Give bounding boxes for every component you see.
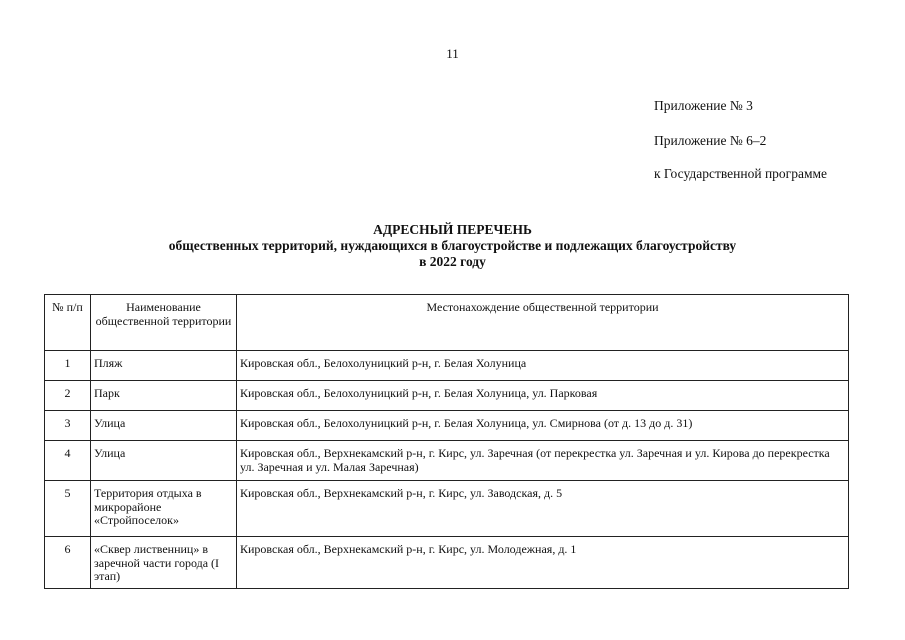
row-num: 6 xyxy=(45,537,91,589)
row-name: Территория отдыха в микрорайоне «Стройпоселок» xyxy=(91,481,237,537)
address-list-table xyxy=(44,294,849,589)
document-title xyxy=(0,222,905,270)
row-location: Кировская обл., Белохолуницкий р-н, г. Белая Холуница, ул. Парковая xyxy=(237,381,849,411)
header-num: № п/п xyxy=(45,295,91,351)
table-row xyxy=(45,537,849,589)
title-line-2: общественных территорий, нуждающихся в благоустройстве и подлежащих благоустройству xyxy=(168,238,737,253)
header-location: Местонахождение общественной территории xyxy=(237,295,849,351)
row-num: 2 xyxy=(45,381,91,411)
table-row xyxy=(45,481,849,537)
appendix-line-2: Приложение № 6–2 xyxy=(654,133,767,148)
row-location: Кировская обл., Верхнекамский р-н, г. Кирс, ул. Заречная (от перекрестка ул. Заречная и ул. Кирова до перекрестка ул. Заречная и ул. Малая Заречная) xyxy=(237,441,849,481)
title-line-3: в 2022 году xyxy=(419,254,486,269)
row-name: Улица xyxy=(91,411,237,441)
row-num: 1 xyxy=(45,351,91,381)
row-location: Кировская обл., Верхнекамский р-н, г. Кирс, ул. Заводская, д. 5 xyxy=(237,481,849,537)
row-num: 5 xyxy=(45,481,91,537)
row-name: Парк xyxy=(91,381,237,411)
title-line-1: АДРЕСНЫЙ ПЕРЕЧЕНЬ xyxy=(373,222,532,237)
appendix-line-1: Приложение № 3 xyxy=(654,98,753,113)
page-number: 11 xyxy=(446,46,459,61)
table-row xyxy=(45,411,849,441)
row-num: 3 xyxy=(45,411,91,441)
row-location: Кировская обл., Белохолуницкий р-н, г. Белая Холуница xyxy=(237,351,849,381)
table-row xyxy=(45,441,849,481)
header-name: Наименование общественной территории xyxy=(91,295,237,351)
appendix-line-3: к Государственной программе xyxy=(654,166,828,181)
row-location: Кировская обл., Белохолуницкий р-н, г. Белая Холуница, ул. Смирнова (от д. 13 до д. 31) xyxy=(237,411,849,441)
row-name: «Сквер лиственниц» в заречной части города (I этап) xyxy=(91,537,237,589)
row-location: Кировская обл., Верхнекамский р-н, г. Кирс, ул. Молодежная, д. 1 xyxy=(237,537,849,589)
table-header-row xyxy=(45,295,849,351)
table-row xyxy=(45,351,849,381)
row-name: Улица xyxy=(91,441,237,481)
row-num: 4 xyxy=(45,441,91,481)
table-row xyxy=(45,381,849,411)
row-name: Пляж xyxy=(91,351,237,381)
